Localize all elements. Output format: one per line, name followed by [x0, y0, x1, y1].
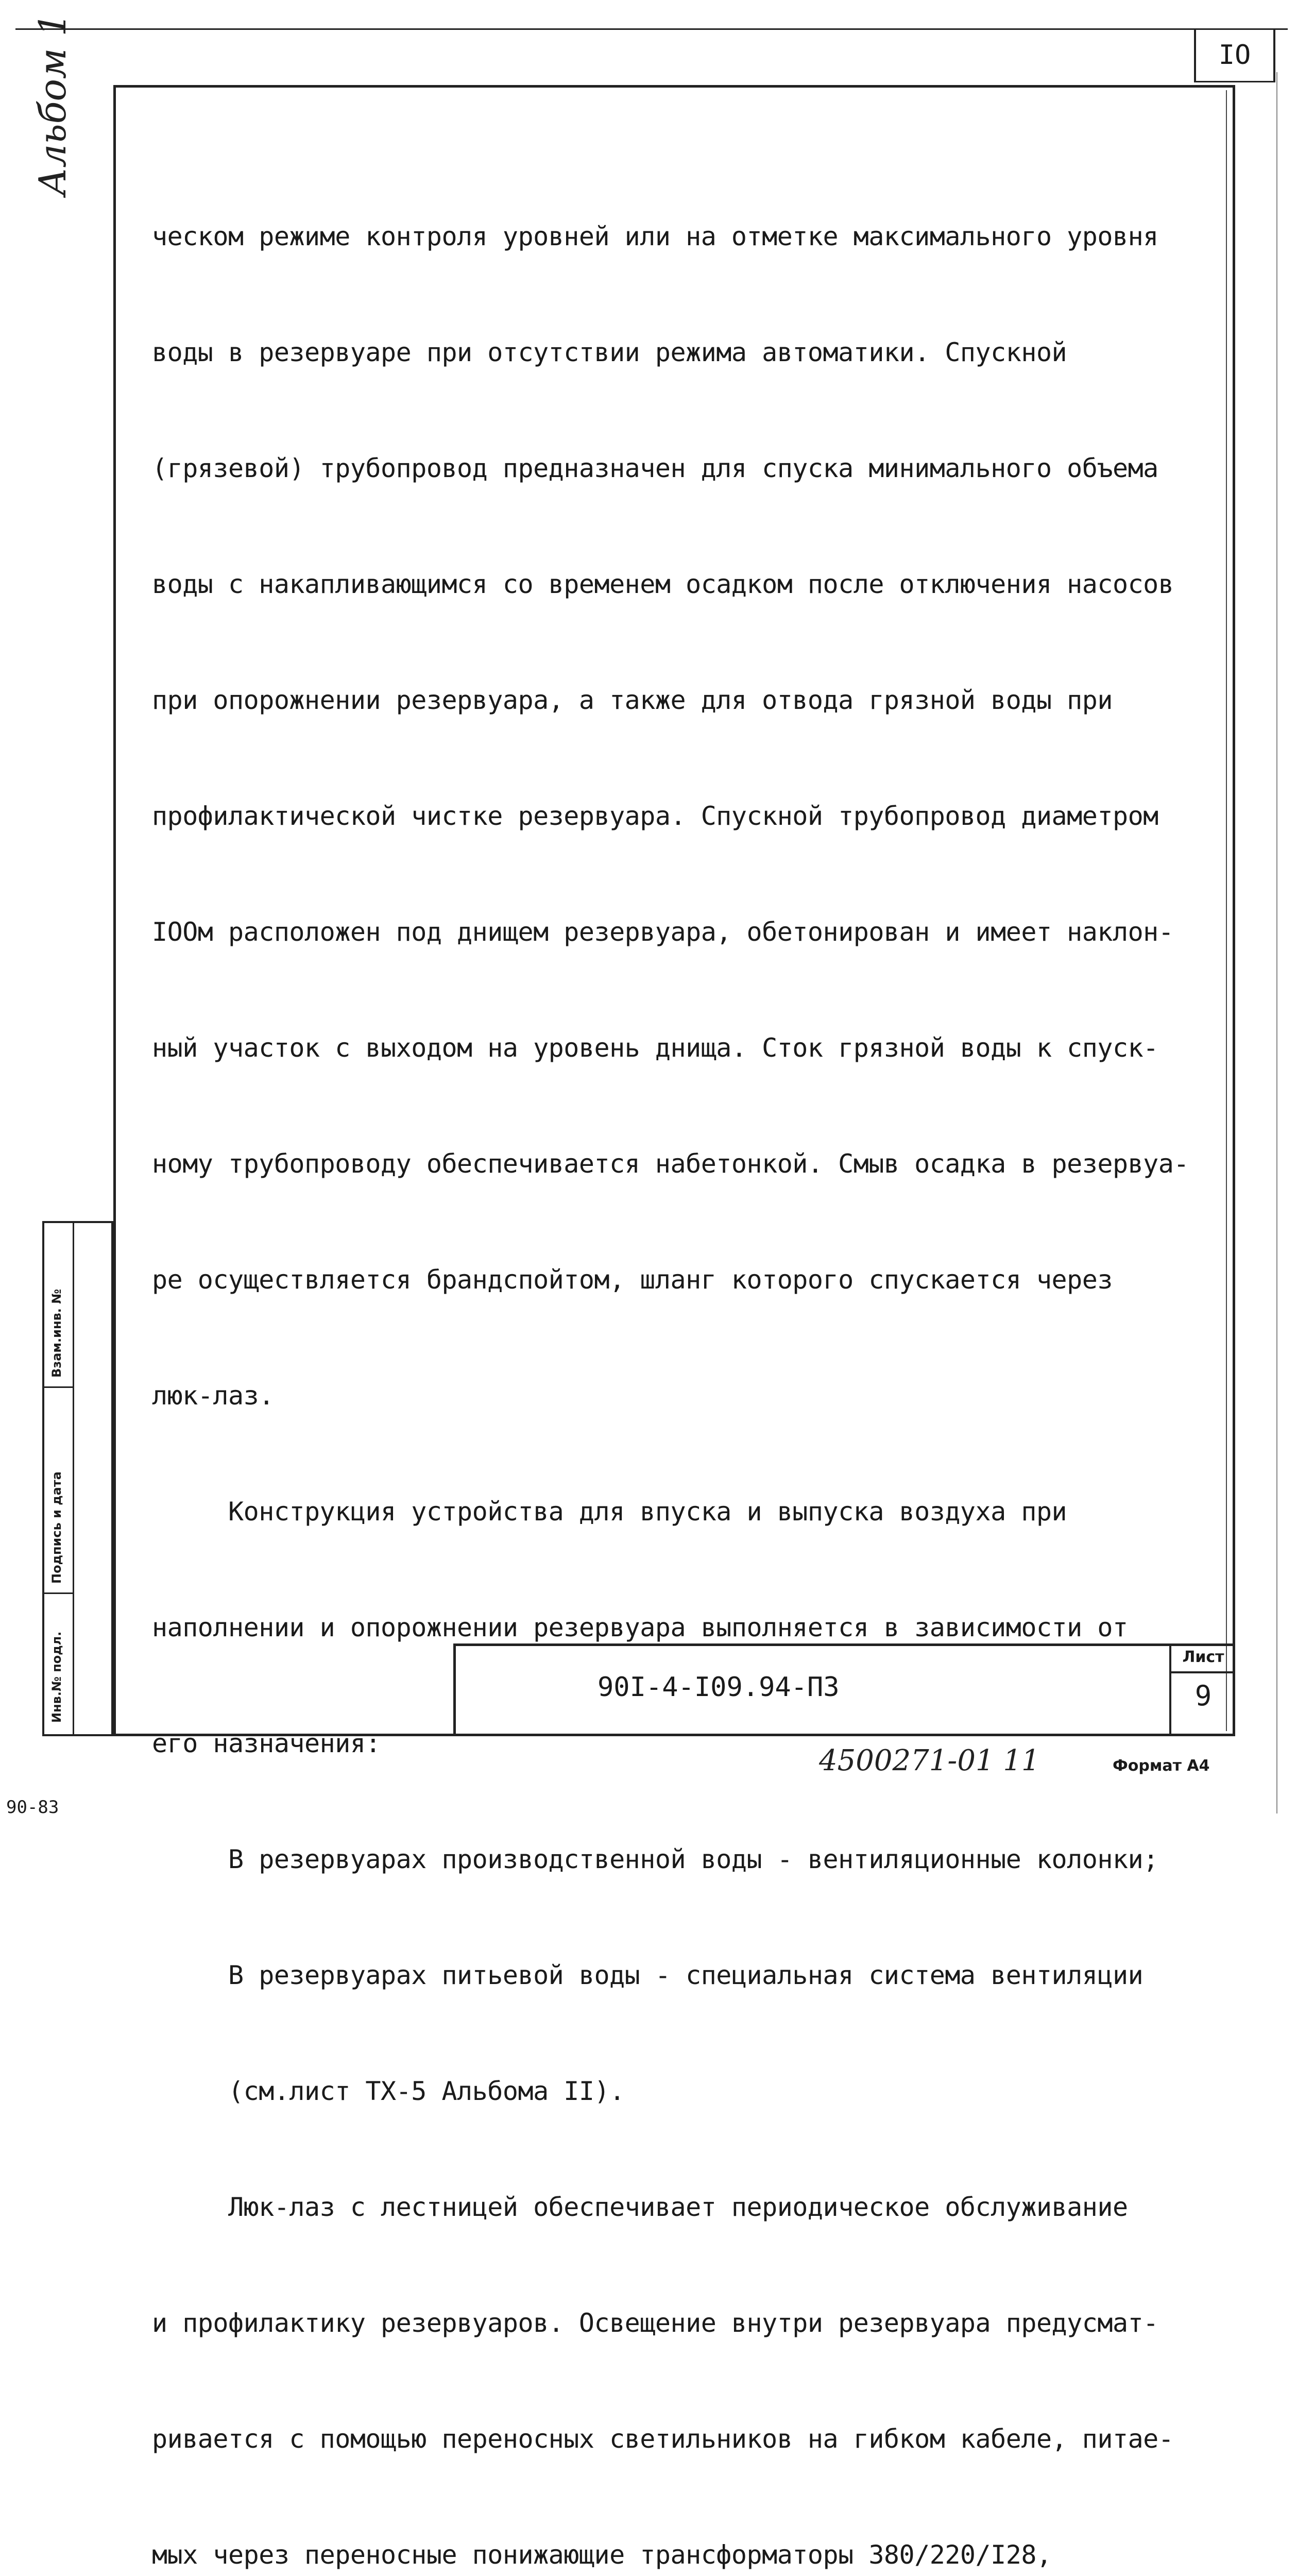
- text-line: воды в резервуаре при отсутствии режима автоматики. Спускной: [152, 337, 1067, 367]
- text-line: и профилактику резервуаров. Освещение внутри резервуара предусмат-: [152, 2308, 1158, 2338]
- text-line: В резервуарах питьевой воды - специальная система вентиляции: [152, 1960, 1144, 1990]
- text-line: при опорожнении резервуара, а также для отвода грязной воды при: [152, 685, 1113, 715]
- text-line: воды с накапливающимся со временем осадком после отключения насосов: [152, 569, 1174, 599]
- sheet-number: 9: [1194, 1680, 1212, 1712]
- top-border-line: [15, 28, 1288, 30]
- corner-mark: 90-83: [6, 1797, 59, 1818]
- stamp-cell-vzam: [44, 1223, 73, 1388]
- sheet-label: Лист: [1171, 1643, 1235, 1673]
- handwritten-number: 4500271-01 11: [819, 1744, 1040, 1777]
- text-line: Конструкция устройства для впуска и выпуска воздуха при: [152, 1497, 1067, 1527]
- page-right-edge: [1276, 72, 1277, 1814]
- side-stamp: [42, 1221, 113, 1736]
- sheet-box: [1169, 1643, 1235, 1736]
- text-line: ривается с помощью переносных светильников на гибком кабеле, питае-: [152, 2424, 1174, 2454]
- stamp-label-podpis: Подпись и дата: [49, 1471, 64, 1584]
- text-line: наполнении и опорожнении резервуара выполняется в зависимости от: [152, 1613, 1128, 1642]
- text-line: его назначения:: [152, 1728, 381, 1758]
- format-label: Формат А4: [1113, 1757, 1210, 1775]
- title-block: [453, 1643, 1235, 1736]
- text-line: IOOм расположен под днищем резервуара, обетонирован и имеет наклон-: [152, 917, 1174, 947]
- text-line: ре осуществляется брандспойтом, шланг которого спускается через: [152, 1265, 1113, 1295]
- album-label: Альбом 1: [31, 12, 74, 196]
- text-line: В резервуарах производственной воды - вентиляционные колонки;: [152, 1844, 1158, 1874]
- stamp-cell-inv: [44, 1594, 73, 1734]
- top-page-number: IO: [1194, 29, 1275, 82]
- stamp-label-vzam: Взам.инв. №: [49, 1289, 64, 1378]
- body-text: [152, 140, 1236, 2576]
- text-line: Люк-лаз с лестницей обеспечивает периодическое обслуживание: [152, 2192, 1128, 2222]
- stamp-divider: [73, 1223, 74, 1734]
- text-line: люк-лаз.: [152, 1381, 274, 1411]
- text-line: ному трубопроводу обеспечивается набетонкой. Смыв осадка в резервуа-: [152, 1149, 1189, 1179]
- stamp-label-inv: Инв.№ подл.: [49, 1631, 64, 1723]
- text-line: ческом режиме контроля уровней или на отметке максимального уровня: [152, 222, 1158, 251]
- text-line: (грязевой) трубопровод предназначен для спуска минимального объема: [152, 453, 1158, 483]
- document-code: 90I-4-I09.94-ПЗ: [598, 1672, 840, 1703]
- stamp-cell-podpis: [44, 1388, 73, 1594]
- text-line: ный участок с выходом на уровень днища. Сток грязной воды к спуск-: [152, 1033, 1158, 1063]
- text-line: мых через переносные понижающие трансформаторы 380/220/I28,: [152, 2540, 1052, 2570]
- text-line: профилактической чистке резервуара. Спускной трубопровод диаметром: [152, 801, 1158, 831]
- text-line: (см.лист ТХ-5 Альбома II).: [152, 2076, 625, 2106]
